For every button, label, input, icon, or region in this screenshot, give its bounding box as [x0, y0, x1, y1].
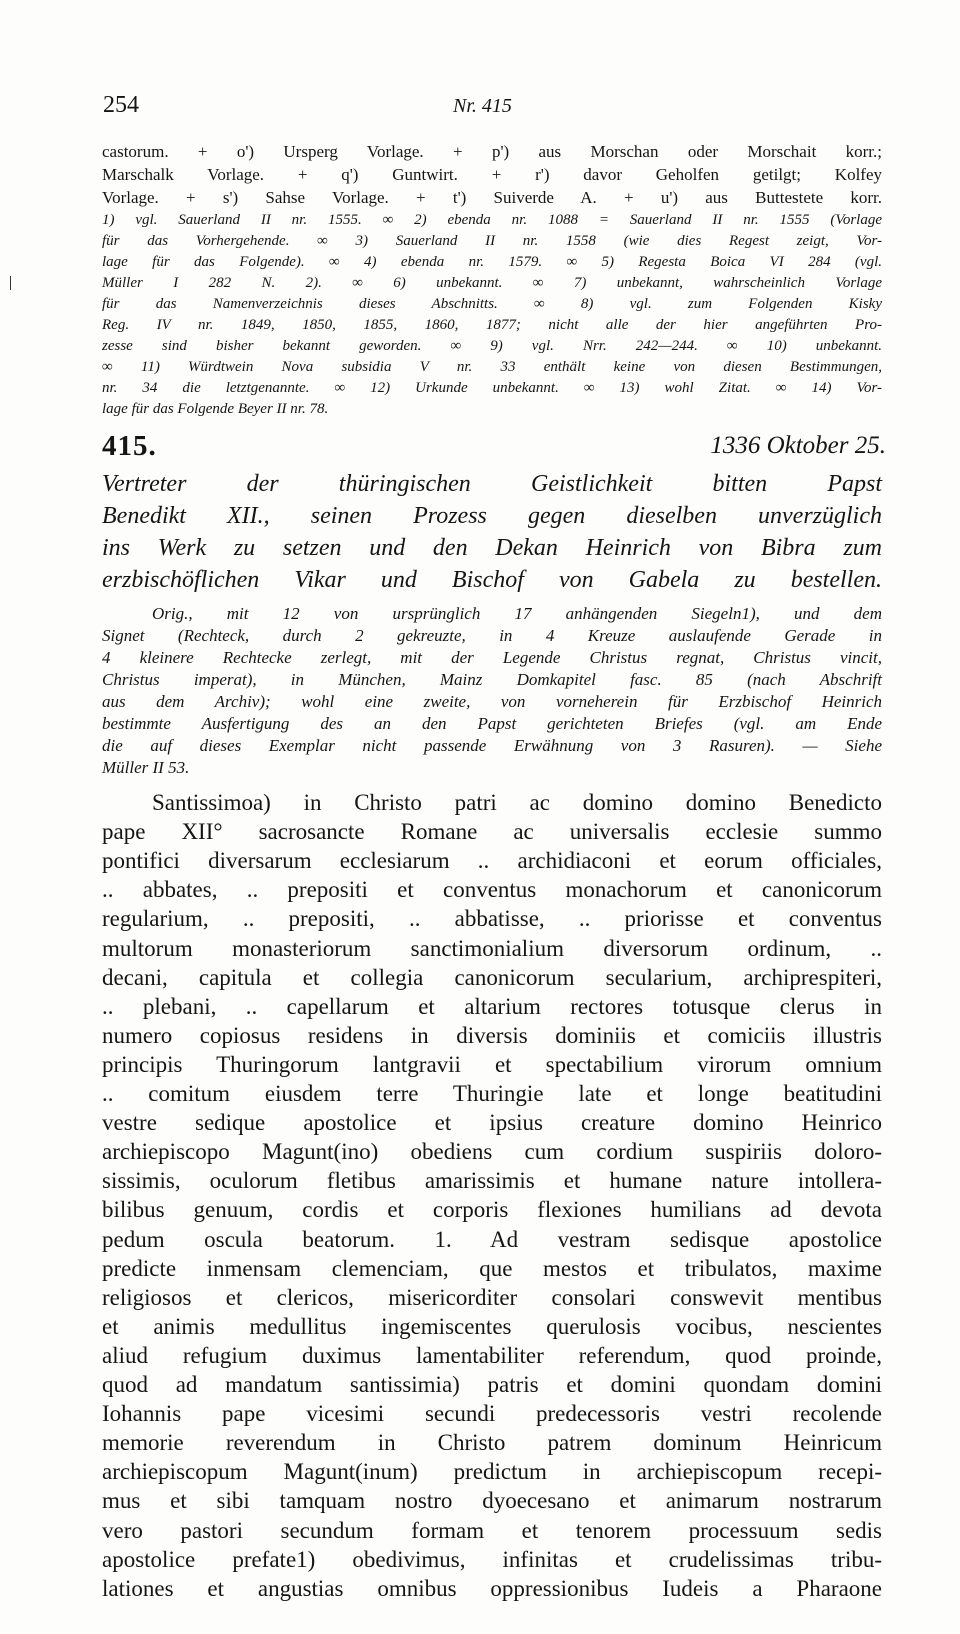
- page-number: 254: [103, 92, 139, 118]
- body-line: pedum oscula beatorum. 1. Ad vestram sedisque apostolice: [102, 1226, 882, 1252]
- body-line: archiepiscopum Magunt(inum) predictum in archiepiscopum recepi-: [102, 1459, 882, 1485]
- body-line: Iohannis pape vicesimi secundi predecessoris vestri recolende: [102, 1401, 882, 1427]
- footnote-line: für das Vorhergehende. ∞ 3) Sauerland II nr. 1558 (wie dies Regest zeigt, Vor-: [102, 233, 882, 249]
- body-line: vero pastori secundum formam et tenorem processuum sedis: [102, 1517, 882, 1543]
- body-line: bilibus genuum, cordis et corporis flexiones humilians ad devota: [102, 1197, 882, 1223]
- regest-line: Vertreter der thüringischen Geistlichkeit bitten Papst: [102, 471, 882, 497]
- footnote-line: Reg. IV nr. 1849, 1850, 1855, 1860, 1877; nicht alle der hier angeführten Pro-: [102, 317, 882, 333]
- running-head-nr: Nr. 415: [453, 95, 512, 117]
- body-line: .. comitum eiusdem terre Thuringie late et longe beatitudini: [102, 1081, 882, 1106]
- description-line: aus dem Archiv); wohl eine zweite, von vorneherein für Erzbischof Heinrich: [102, 692, 882, 711]
- footnote-line: zesse sind bisher bekannt geworden. ∞ 9) vgl. Nrr. 242—244. ∞ 10) unbekannt.: [102, 338, 882, 354]
- body-line: pape XII° sacrosancte Romane ac universalis ecclesie summo: [102, 819, 882, 845]
- apparatus-line: castorum. + o') Ursperg Vorlage. + p') aus Morschan oder Morschait korr.;: [102, 142, 882, 161]
- body-line: et animis medullitus ingemiscentes querulosis vocibus, nescientes: [102, 1313, 882, 1339]
- body-line: archiepiscopo Magunt(ino) obediens cum cordium suspiriis doloro-: [102, 1139, 882, 1165]
- footnote-line: 1) vgl. Sauerland II nr. 1555. ∞ 2) ebenda nr. 1088 = Sauerland II nr. 1555 (Vorlage: [102, 212, 882, 228]
- document-number: 415.: [102, 430, 157, 462]
- footnote-line: Müller I 282 N. 2). ∞ 6) unbekannt. ∞ 7) unbekannt, wahrscheinlich Vorlage: [102, 275, 882, 291]
- footnote-line: für das Namenverzeichnis dieses Abschnitts. ∞ 8) vgl. zum Folgenden Kisky: [102, 296, 882, 312]
- footnote-line: ∞ 11) Würdtwein Nova subsidia V nr. 33 enthält keine von diesen Bestimmungen,: [102, 359, 882, 375]
- body-line: sissimis, oculorum fletibus amarissimis et humane nature intollera-: [102, 1168, 882, 1194]
- body-line: quod ad mandatum santissimia) patris et domini quondam domini: [102, 1372, 882, 1397]
- apparatus-line: Vorlage. + s') Sahse Vorlage. + t') Suiverde A. + u') aus Buttestete korr.: [102, 188, 882, 207]
- apparatus-line: Marschalk Vorlage. + q') Guntwirt. + r') davor Geholfen getilgt; Kolfey: [102, 165, 882, 184]
- body-line: principis Thuringorum lantgravii et spectabilium virorum omnium: [102, 1051, 882, 1077]
- body-line: vestre sedique apostolice et ipsius creature domino Heinrico: [102, 1110, 882, 1136]
- margin-mark: [10, 276, 11, 290]
- footnote-line: nr. 34 die letztgenannte. ∞ 12) Urkunde unbekannt. ∞ 13) wohl Zitat. ∞ 14) Vor-: [102, 380, 882, 396]
- body-line: multorum monasteriorum sanctimonialium diversorum ordinum, ..: [102, 935, 882, 961]
- body-line: Santissimoa) in Christo patri ac domino domino Benedicto: [152, 790, 882, 815]
- regest-line: ins Werk zu setzen und den Dekan Heinrich von Bibra zum: [102, 535, 882, 561]
- document-date: 1336 Oktober 25.: [710, 432, 886, 459]
- body-line: predicte inmensam clemenciam, que mestos et tribulatos, maxime: [102, 1255, 882, 1281]
- body-line: aliud refugium duximus lamentabiliter referendum, quod proinde,: [102, 1342, 882, 1368]
- body-line: .. plebani, .. capellarum et altarium rectores totusque clerus in: [102, 993, 882, 1019]
- description-line: Signet (Rechteck, durch 2 gekreuzte, in 4 Kreuze auslaufende Gerade in: [102, 626, 882, 645]
- body-line: decani, capitula et collegia canonicorum secularium, archiprespiteri,: [102, 964, 882, 990]
- regest-line: erzbischöflichen Vikar und Bischof von Gabela zu bestellen.: [102, 567, 882, 593]
- description-line: Müller II 53.: [102, 758, 190, 777]
- body-line: lationes et angustias omnibus oppressionibus Iudeis a Pharaone: [102, 1575, 882, 1601]
- description-line: 4 kleinere Rechtecke zerlegt, mit der Legende Christus regnat, Christus vincit,: [102, 648, 882, 667]
- description-line: die auf dieses Exemplar nicht passende Erwähnung von 3 Rasuren). — Siehe: [102, 736, 882, 755]
- body-line: memorie reverendum in Christo patrem dominum Heinricum: [102, 1430, 882, 1456]
- description-line: Orig., mit 12 von ursprünglich 17 anhängenden Siegeln1), und dem: [152, 604, 882, 623]
- description-line: Christus imperat), in München, Mainz Domkapitel fasc. 85 (nach Abschrift: [102, 670, 882, 689]
- body-line: apostolice prefate1) obedivimus, infinitas et crudelissimas tribu-: [102, 1546, 882, 1572]
- body-line: regularium, .. prepositi, .. abbatisse, .. priorisse et conventus: [102, 906, 882, 932]
- footnote-line: lage für das Folgende Beyer II nr. 78.: [102, 401, 329, 417]
- body-line: mus et sibi tamquam nostro dyoecesano et animarum nostrarum: [102, 1488, 882, 1514]
- description-line: bestimmte Ausfertigung des an den Papst gerichteten Briefes (vgl. am Ende: [102, 714, 882, 733]
- body-line: religiosos et clericos, misericorditer consolari conswevit mentibus: [102, 1284, 882, 1310]
- body-line: pontifici diversarum ecclesiarum .. archidiaconi et eorum officiales,: [102, 848, 882, 874]
- body-line: numero copiosus residens in diversis dominiis et comiciis illustris: [102, 1022, 882, 1048]
- body-line: .. abbates, .. prepositi et conventus monachorum et canonicorum: [102, 877, 882, 903]
- footnote-line: lage für das Folgende). ∞ 4) ebenda nr. 1579. ∞ 5) Regesta Boica VI 284 (vgl.: [102, 254, 882, 270]
- regest-line: Benedikt XII., seinen Prozess gegen dieselben unverzüglich: [102, 503, 882, 529]
